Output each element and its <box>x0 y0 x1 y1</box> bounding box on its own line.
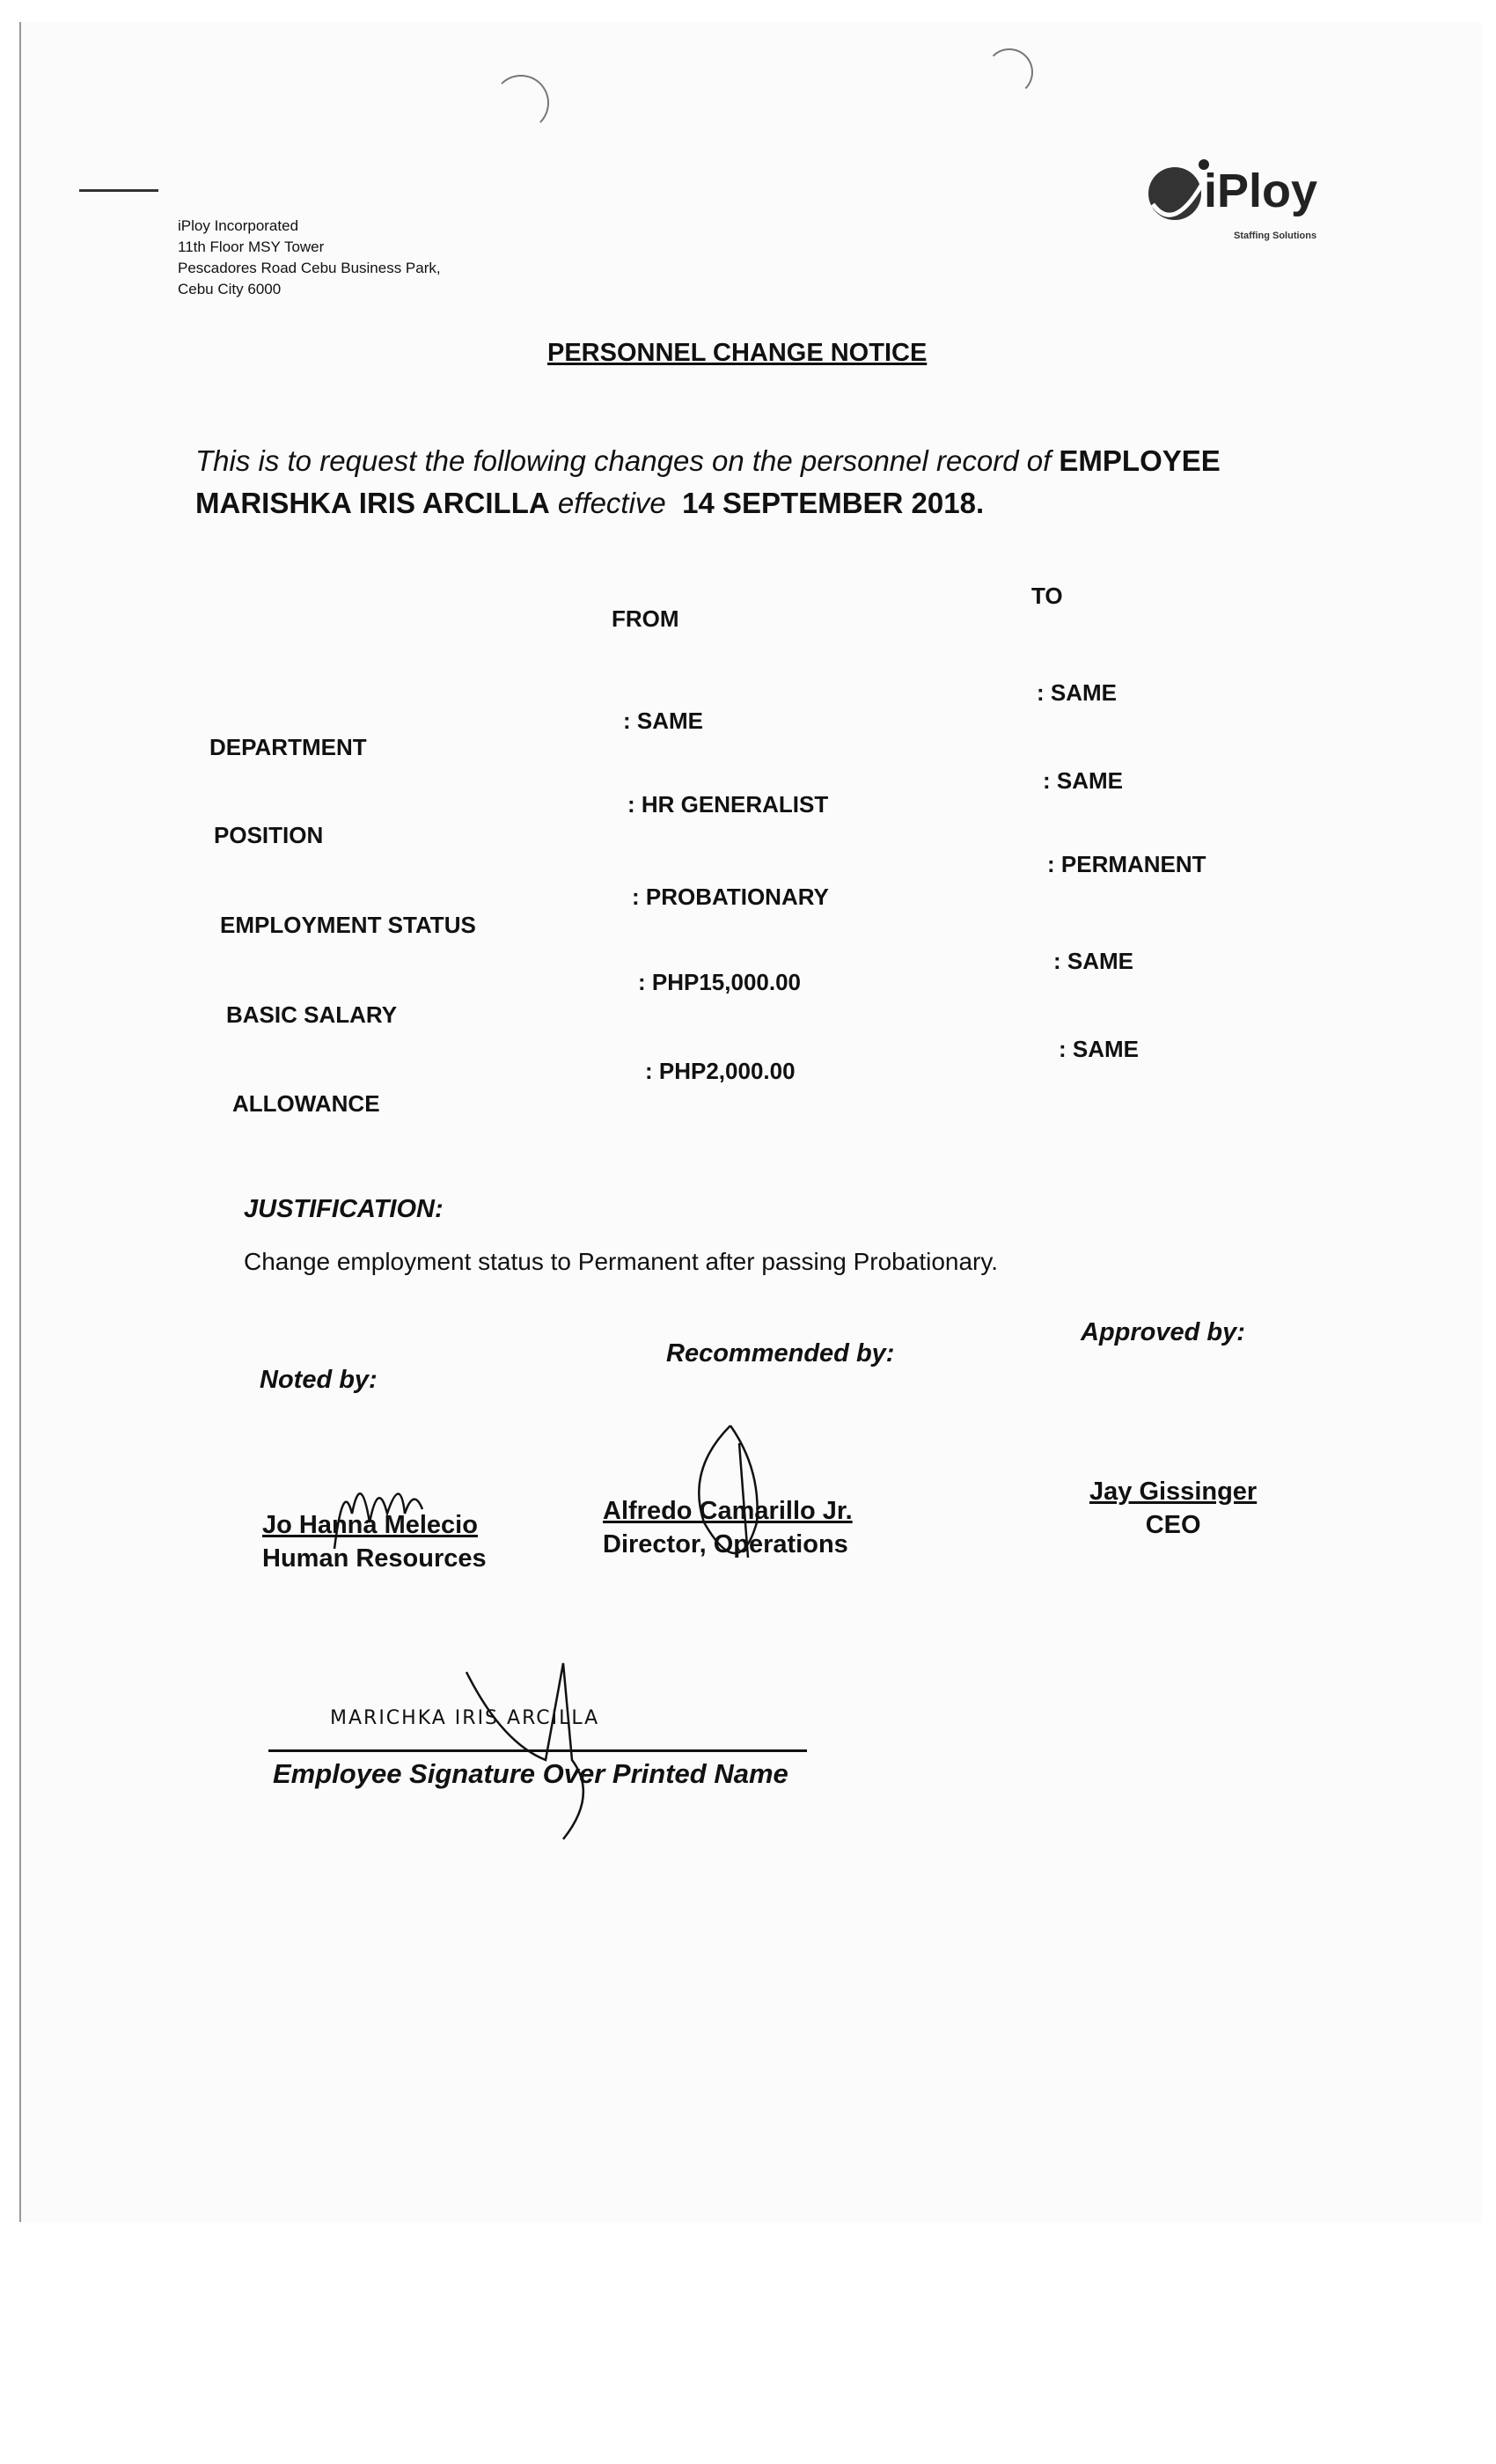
address-line: iPloy Incorporated <box>178 217 299 234</box>
punch-hole <box>493 75 549 131</box>
logo-text: iPloy <box>1204 165 1318 217</box>
recommended-by-label: Recommended by: <box>666 1339 895 1368</box>
justification-text: Change employment status to Permanent after passing Probationary. <box>244 1248 999 1275</box>
change-to: : SAME <box>1059 1036 1139 1062</box>
company-logo <box>1135 154 1364 242</box>
employee-name: MARISHKA IRIS ARCILLA <box>195 487 550 519</box>
logo-tagline: Staffing Solutions <box>1234 231 1317 241</box>
signatory-title: Human Resources <box>262 1544 487 1573</box>
approved-by-label: Approved by: <box>1081 1318 1245 1346</box>
change-to: : SAME <box>1053 948 1133 974</box>
change-from: : HR GENERALIST <box>627 791 829 818</box>
column-header-from: FROM <box>612 605 679 632</box>
change-from: : SAME <box>623 708 703 734</box>
signature-line <box>268 1749 807 1752</box>
staple-mark <box>79 189 158 192</box>
justification-label: JUSTIFICATION: <box>244 1195 444 1223</box>
employee-handwritten-name: MARICHKA IRIS ARCILLA <box>330 1707 600 1729</box>
company-address <box>178 216 441 300</box>
punch-hole <box>986 48 1033 96</box>
change-to: : SAME <box>1043 767 1123 794</box>
change-field: DEPARTMENT <box>209 734 367 760</box>
employee-signature-label: Employee Signature Over Printed Name <box>273 1758 788 1789</box>
address-line: 11th Floor MSY Tower <box>178 238 325 255</box>
change-field: ALLOWANCE <box>232 1090 380 1117</box>
intro-bold: EMPLOYEE <box>1059 444 1221 477</box>
signatory-recommended <box>603 1494 853 1561</box>
signatory-name: Alfredo Camarillo Jr. <box>603 1497 853 1525</box>
signatory-name: Jo Hanna Melecio <box>262 1511 478 1539</box>
signatory-approved <box>1089 1475 1257 1542</box>
change-field: BASIC SALARY <box>226 1001 398 1028</box>
effective-label: effective <box>557 487 666 519</box>
change-from: : PROBATIONARY <box>632 884 829 910</box>
change-to: : SAME <box>1037 679 1117 706</box>
change-from: : PHP2,000.00 <box>645 1058 796 1084</box>
effective-date: 14 SEPTEMBER 2018. <box>682 487 985 519</box>
address-line: Pescadores Road Cebu Business Park, <box>178 260 441 276</box>
intro-text: This is to request the following changes on the personnel record of <box>195 444 1052 477</box>
change-from: : PHP15,000.00 <box>638 969 802 995</box>
change-field: EMPLOYMENT STATUS <box>220 912 476 938</box>
column-header-to: TO <box>1031 583 1063 609</box>
signatory-title: CEO <box>1145 1511 1201 1539</box>
intro-paragraph <box>195 440 1221 524</box>
change-to: : PERMANENT <box>1047 851 1206 877</box>
page-title: PERSONNEL CHANGE NOTICE <box>547 339 928 367</box>
signatory-name: Jay Gissinger <box>1089 1478 1258 1506</box>
change-field: POSITION <box>214 822 324 848</box>
signatory-title: Director, Operations <box>603 1530 848 1558</box>
signatory-noted <box>262 1508 487 1575</box>
address-line: Cebu City 6000 <box>178 281 282 297</box>
noted-by-label: Noted by: <box>260 1366 378 1394</box>
